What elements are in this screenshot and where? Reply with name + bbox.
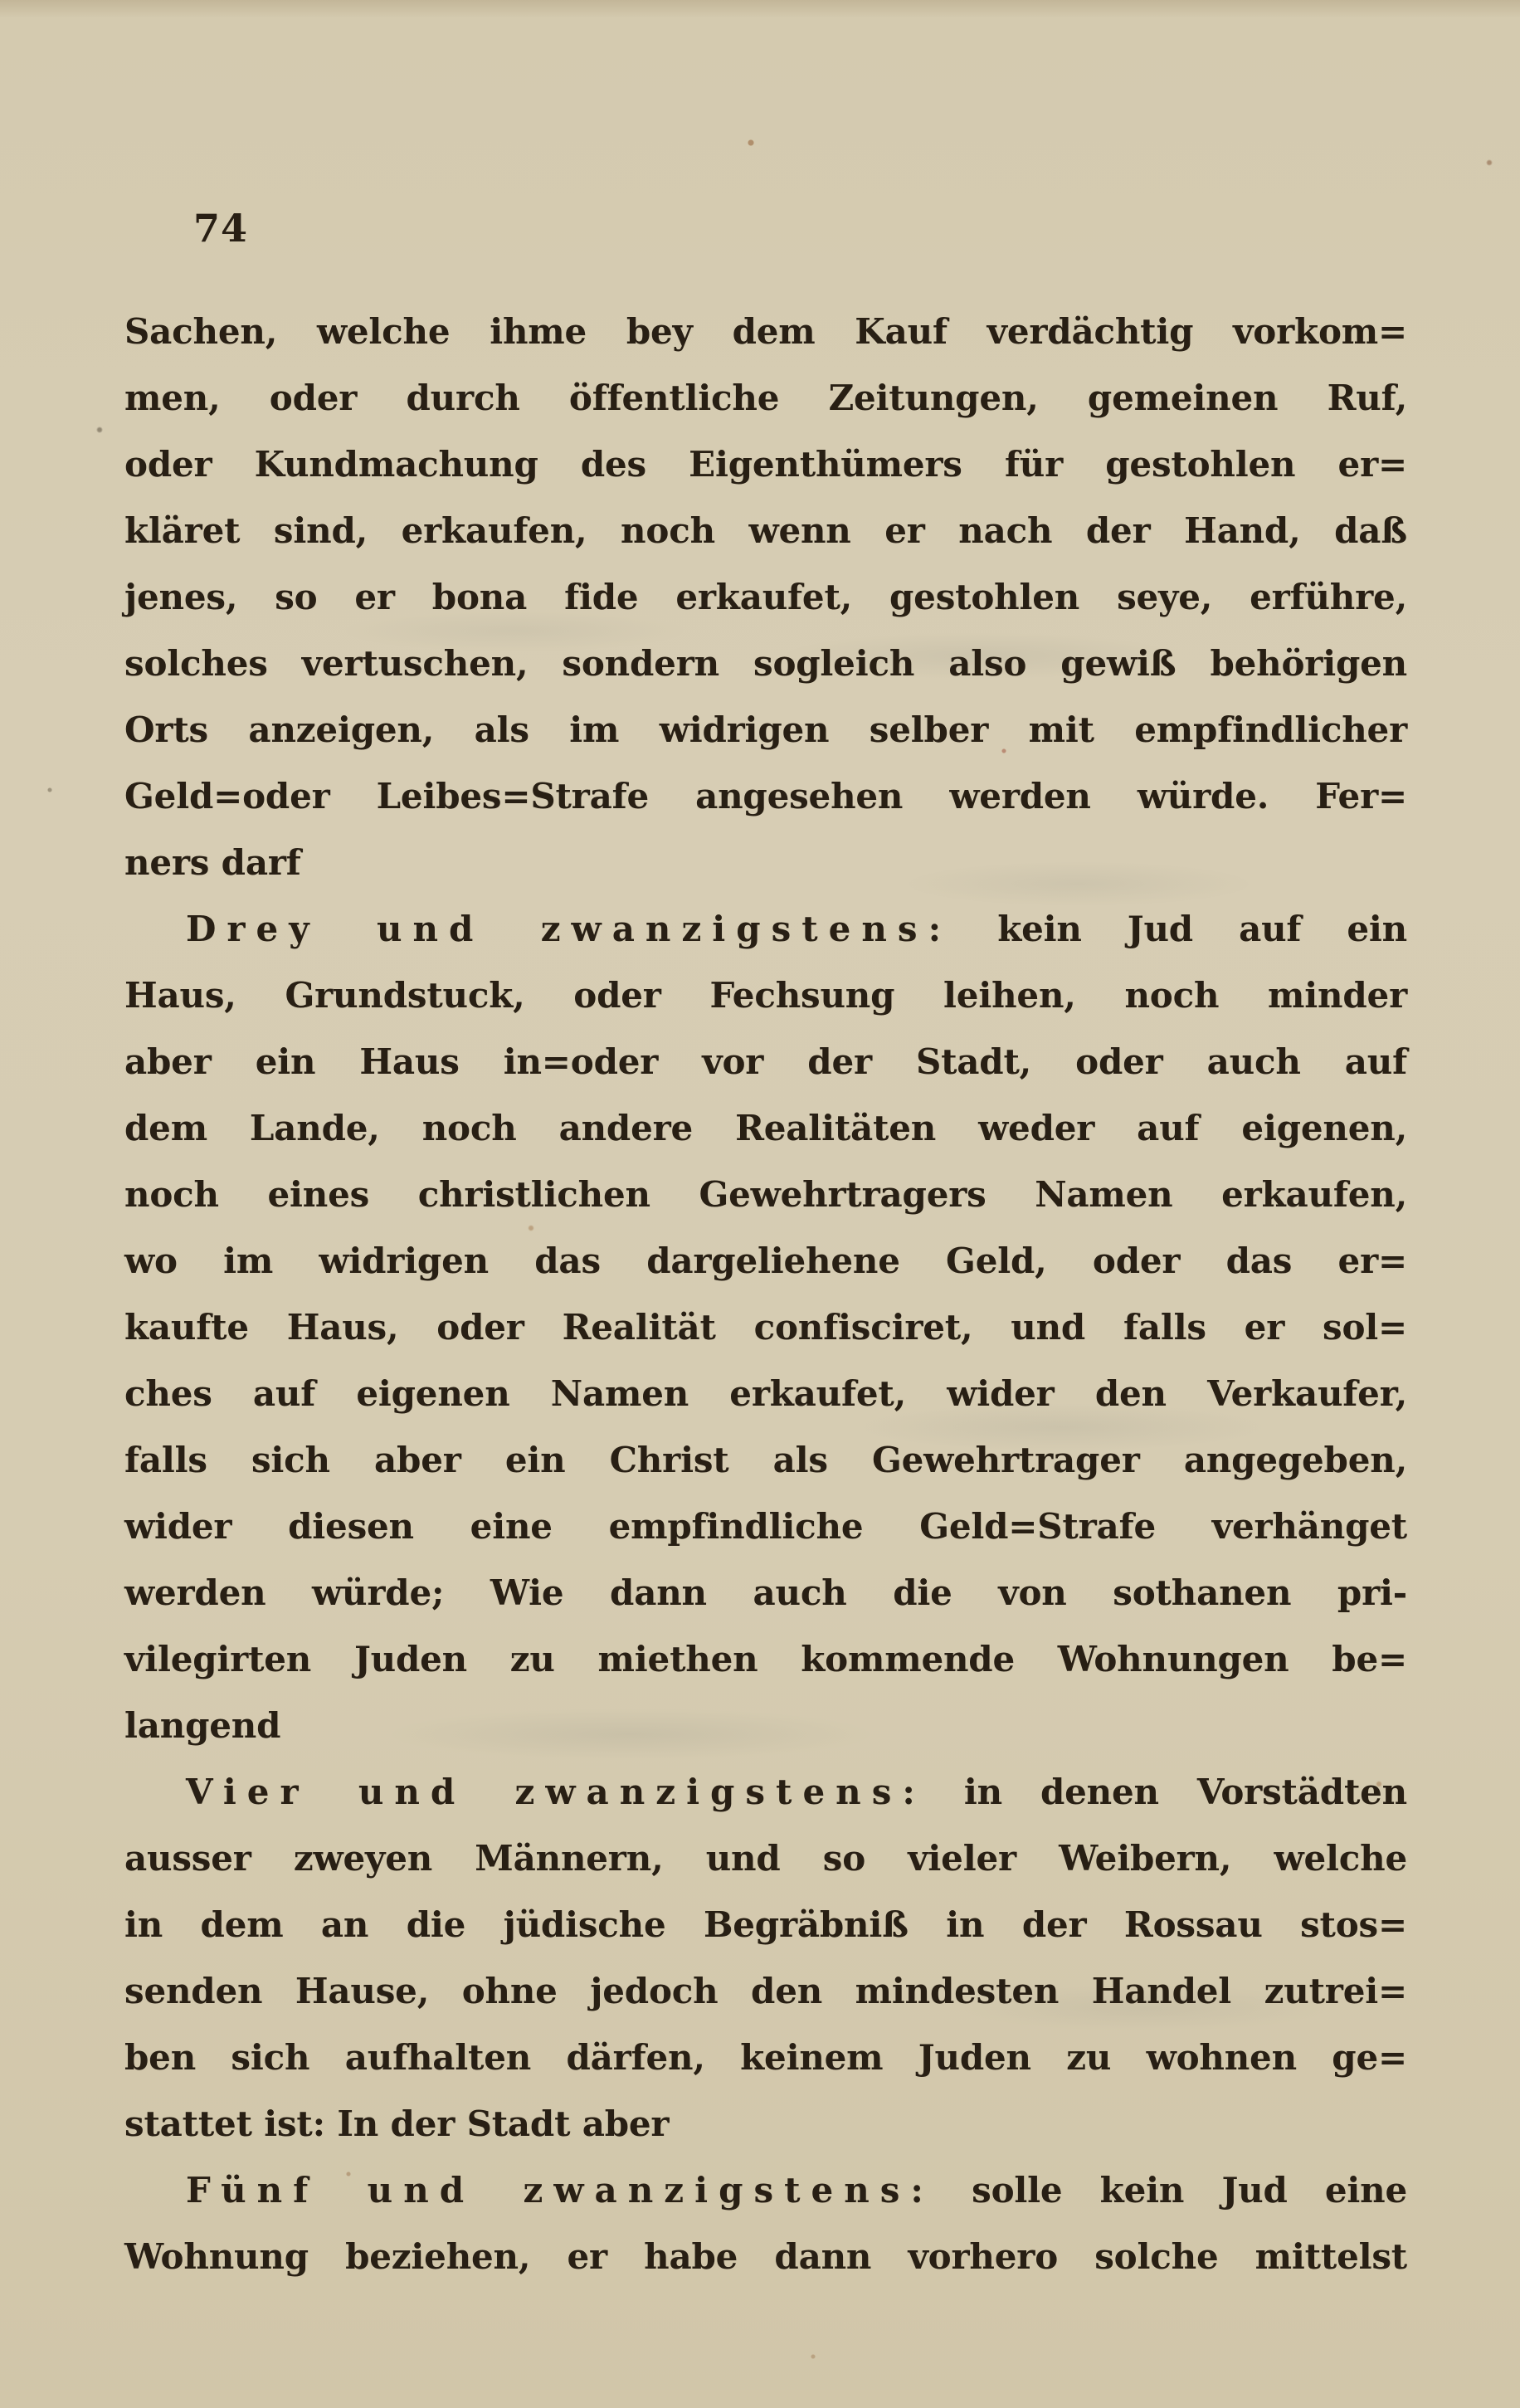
text-line: ners darf xyxy=(124,842,301,883)
text-line: wider diesen eine empfindliche Geld=Strafe verhänget xyxy=(124,1506,1407,1547)
text-line: vilegirten Juden zu miethen kommende Wohnungen be= xyxy=(124,1639,1407,1679)
text-line: langend xyxy=(124,1705,281,1746)
text-line: werden würde; Wie dann auch die von sothanen pri- xyxy=(124,1572,1407,1613)
page-number: 74 xyxy=(193,206,249,251)
text-line: in dem an die jüdische Begräbniß in der Rossau stos= xyxy=(124,1904,1407,1945)
text-line: kläret sind, erkaufen, noch wenn er nach der Hand, daß xyxy=(124,510,1407,551)
text-line: kaufte Haus, oder Realität confisciret, und falls er sol= xyxy=(124,1307,1407,1348)
ordinal-rest: kein Jud auf ein xyxy=(952,909,1407,949)
text-line: dem Lande, noch andere Realitäten weder auf eigenen, xyxy=(124,1108,1407,1148)
text-line: solches vertuschen, sondern sogleich also gewiß behörigen xyxy=(124,643,1407,684)
text-line: men, oder durch öffentliche Zeitungen, gemeinen Ruf, xyxy=(124,378,1407,418)
text-line: oder Kundmachung des Eigenthümers für gestohlen er= xyxy=(124,444,1407,485)
text-line: stattet ist: In der Stadt aber xyxy=(124,2103,670,2144)
text-line: noch eines christlichen Gewehrtragers Namen erkaufen, xyxy=(124,1174,1407,1215)
text-line: Geld=oder Leibes=Strafe angesehen werden würde. Fer= xyxy=(124,776,1407,816)
text-line: ausser zweyen Männern, und so vieler Weibern, welche xyxy=(124,1838,1407,1879)
text-line: aber ein Haus in=oder vor der Stadt, oder auch auf xyxy=(124,1041,1407,1082)
text-line: ches auf eigenen Namen erkaufet, wider den Verkaufer, xyxy=(124,1373,1407,1414)
text-block xyxy=(124,299,1407,2290)
text-line: Haus, Grundstuck, oder Fechsung leihen, noch minder xyxy=(124,975,1407,1016)
text-line-ordinal-25 xyxy=(124,2157,1407,2224)
text-line: Orts anzeigen, als im widrigen selber mit empfindlicher xyxy=(124,709,1407,750)
text-line: Sachen, welche ihme bey dem Kauf verdächtig vorkom= xyxy=(124,311,1407,352)
text-line: ben sich aufhalten därfen, keinem Juden zu wohnen ge= xyxy=(124,2037,1407,2078)
ordinal-phrase: Fünf und zwanzigstens: xyxy=(186,2170,934,2211)
ordinal-rest: in denen Vorstädten xyxy=(925,1772,1407,1812)
text-line: jenes, so er bona fide erkaufet, gestohlen seye, erführe, xyxy=(124,577,1407,617)
text-line: Wohnung beziehen, er habe dann vorhero solche mittelst xyxy=(124,2236,1407,2277)
ordinal-phrase: Drey und zwanzigstens: xyxy=(186,909,952,949)
text-line: senden Hause, ohne jedoch den mindesten Handel zutrei= xyxy=(124,1971,1407,2011)
ordinal-rest: solle kein Jud eine xyxy=(933,2170,1407,2211)
text-line-ordinal-24 xyxy=(124,1759,1407,1825)
text-line: wo im widrigen das dargeliehene Geld, oder das er= xyxy=(124,1241,1407,1281)
text-line-ordinal-23 xyxy=(124,896,1407,963)
ordinal-phrase: Vier und zwanzigstens: xyxy=(186,1772,926,1812)
text-line: falls sich aber ein Christ als Gewehrtrager angegeben, xyxy=(124,1440,1407,1480)
